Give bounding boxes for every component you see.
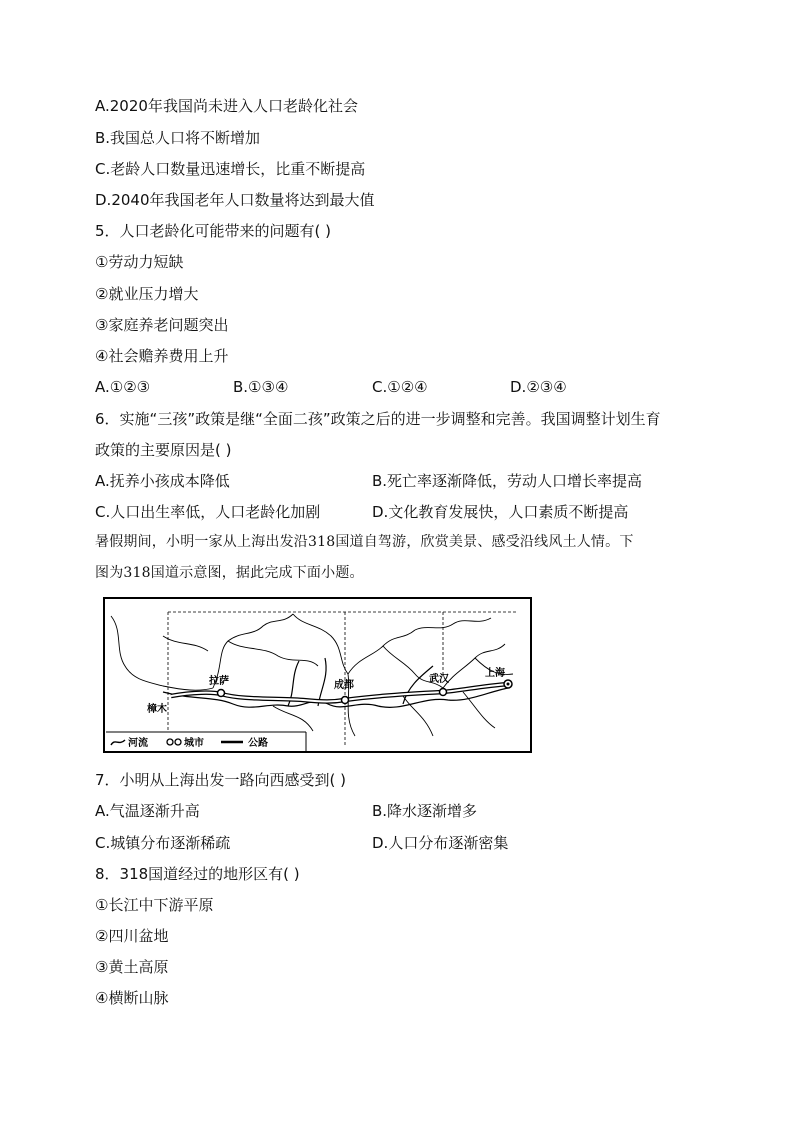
q8-item-2: ②四川盆地 — [95, 927, 169, 945]
intro-line1: 暑假期间，小明一家从上海出发沿318国道自驾游，欣赏美景、感受沿线风土人情。下 — [95, 534, 634, 550]
q5-item-4: ④社会赡养费用上升 — [95, 347, 229, 365]
city-lhasa-marker — [218, 690, 225, 697]
q6-option-a: A.抚养小孩成本降低 — [95, 472, 230, 490]
legend-city-symbol-b — [175, 739, 181, 745]
city-zhangmu-label: 樟木 — [147, 704, 167, 715]
q8-item-1: ①长江中下游平原 — [95, 896, 214, 914]
q7-option-a: A.气温逐渐升高 — [95, 802, 200, 820]
q7-option-d: D.人口分布逐渐密集 — [372, 834, 509, 852]
q6-stem-line2: 政策的主要原因是( ) — [95, 441, 232, 459]
q6-option-c: C.人口出生率低，人口老龄化加剧 — [95, 503, 321, 521]
q5-item-3: ③家庭养老问题突出 — [95, 316, 229, 334]
route-318-map — [103, 596, 535, 756]
q6-option-d: D.文化教育发展快，人口素质不断提高 — [372, 503, 629, 521]
city-lhasa-label: 拉萨 — [209, 676, 229, 687]
city-wuhan-label: 武汉 — [429, 674, 449, 685]
q6-option-b: B.死亡率逐渐降低，劳动人口增长率提高 — [372, 472, 643, 490]
legend-city-symbol-a — [167, 739, 173, 745]
city-wuhan-marker — [440, 689, 447, 696]
q4-option-c: C.老龄人口数量迅速增长，比重不断提高 — [95, 160, 366, 178]
q8-item-3: ③黄土高原 — [95, 958, 169, 976]
city-chengdu-label: 成都 — [334, 680, 354, 691]
q5-option-a: A.①②③ — [95, 378, 151, 396]
q8-stem: 8．318国道经过的地形区有( ) — [95, 865, 300, 883]
q7-stem: 7．小明从上海出发一路向西感受到( ) — [95, 771, 347, 789]
q7-option-c: C.城镇分布逐渐稀疏 — [95, 834, 231, 852]
q4-option-d: D.2040年我国老年人口数量将达到最大值 — [95, 191, 375, 209]
q5-option-c: C.①②④ — [372, 378, 428, 396]
q4-option-b: B.我国总人口将不断增加 — [95, 129, 261, 147]
q5-stem: 5．人口老龄化可能带来的问题有( ) — [95, 222, 332, 240]
q5-item-1: ①劳动力短缺 — [95, 253, 184, 271]
q5-option-b: B.①③④ — [233, 378, 289, 396]
q5-option-d: D.②③④ — [510, 378, 567, 396]
intro-line2: 图为318国道示意图，据此完成下面小题。 — [95, 565, 364, 581]
q4-option-a: A.2020年我国尚未进入人口老龄化社会 — [95, 97, 358, 115]
q6-stem-line1: 6．实施“三孩”政策是继“全面二孩”政策之后的进一步调整和完善。我国调整计划生育 — [95, 410, 661, 428]
city-chengdu-marker — [342, 697, 349, 704]
legend-city-label: 城市 — [184, 738, 204, 749]
map-legend — [106, 732, 306, 752]
q8-item-4: ④横断山脉 — [95, 989, 169, 1007]
legend-road-label: 公路 — [248, 738, 268, 749]
legend-river-label: 河流 — [128, 738, 148, 749]
q7-option-b: B.降水逐渐增多 — [372, 802, 478, 820]
q5-item-2: ②就业压力增大 — [95, 285, 199, 303]
city-shanghai-label: 上海 — [485, 668, 505, 679]
